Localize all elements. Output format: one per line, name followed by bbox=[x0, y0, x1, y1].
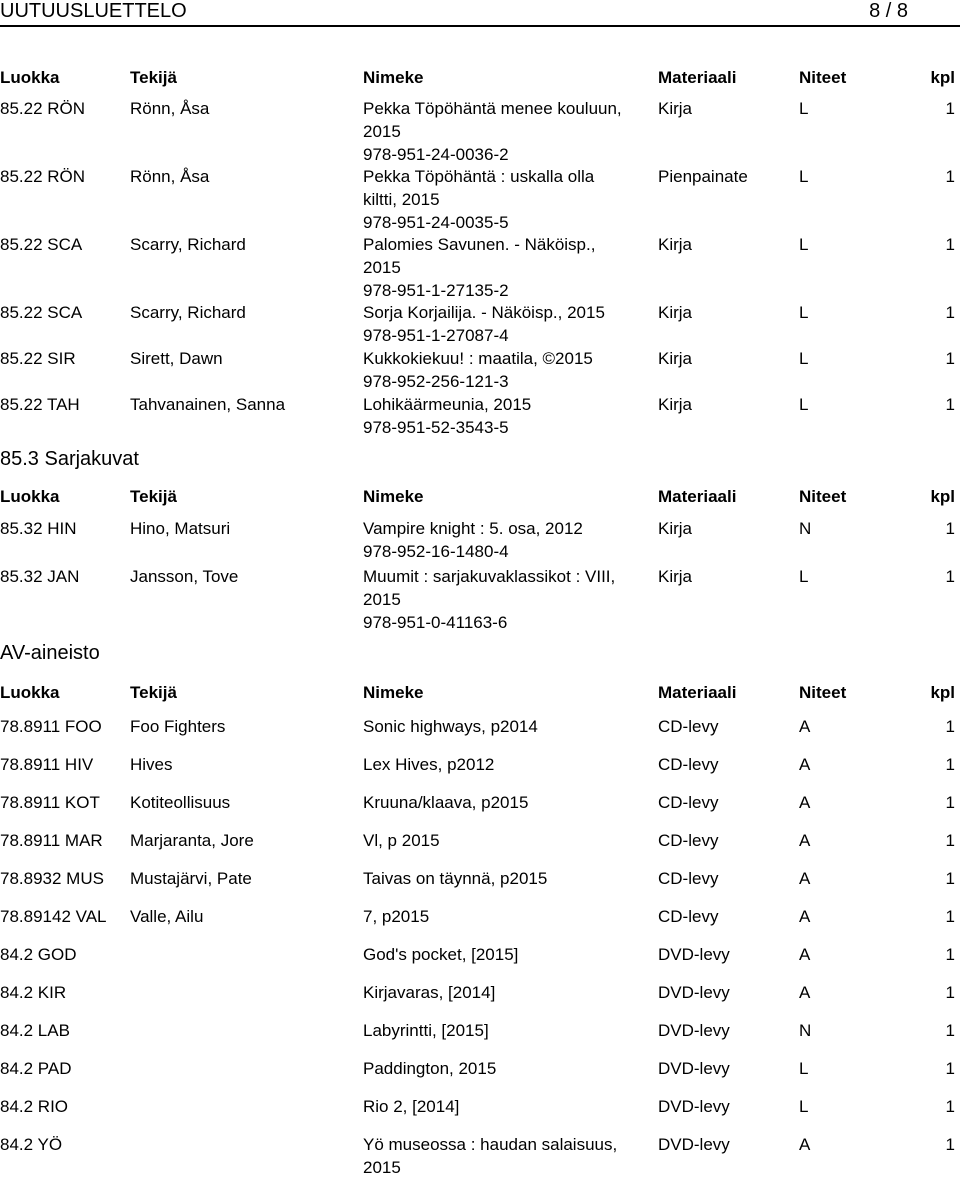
row-title-line: Pekka Töpöhäntä : uskalla olla bbox=[363, 167, 595, 186]
row-material: DVD-levy bbox=[658, 1021, 730, 1040]
row-author: Jansson, Tove bbox=[130, 567, 239, 586]
row-class: 84.2 GOD bbox=[0, 945, 77, 964]
row-author: Kotiteollisuus bbox=[130, 793, 231, 812]
row-material: CD-levy bbox=[658, 755, 719, 774]
row-title-line: 2015 bbox=[363, 1158, 401, 1177]
row-title-line: God's pocket, [2015] bbox=[363, 945, 519, 964]
column-header-title: Nimeke bbox=[363, 487, 424, 506]
row-author: Valle, Ailu bbox=[130, 907, 204, 926]
row-title-line: Rio 2, [2014] bbox=[363, 1097, 460, 1116]
row-count: 1 bbox=[945, 717, 955, 736]
column-header-volume: Niteet bbox=[799, 683, 847, 702]
row-class: 78.89142 VAL bbox=[0, 907, 107, 926]
row-volume: L bbox=[799, 1097, 809, 1116]
row-count: 1 bbox=[945, 793, 955, 812]
row-material: CD-levy bbox=[658, 717, 719, 736]
column-header-class: Luokka bbox=[0, 683, 60, 702]
row-material: Kirja bbox=[658, 303, 693, 322]
row-volume: N bbox=[799, 1021, 812, 1040]
column-header-row bbox=[0, 683, 960, 703]
column-header-title: Nimeke bbox=[363, 68, 424, 87]
row-author: Mustajärvi, Pate bbox=[130, 869, 252, 888]
row-count: 1 bbox=[945, 983, 955, 1002]
row-count: 1 bbox=[945, 395, 955, 414]
row-author: Hives bbox=[130, 755, 173, 774]
row-material: Kirja bbox=[658, 395, 693, 414]
row-title-line: 7, p2015 bbox=[363, 907, 430, 926]
row-class: 78.8911 HIV bbox=[0, 755, 94, 774]
row-volume: N bbox=[799, 519, 812, 538]
row-class: 78.8932 MUS bbox=[0, 869, 104, 888]
row-class: 78.8911 MAR bbox=[0, 831, 103, 850]
row-count: 1 bbox=[945, 1059, 955, 1078]
document-title: UUTUUSLUETTELO bbox=[0, 0, 187, 22]
row-title bbox=[363, 1019, 655, 1042]
row-material: DVD-levy bbox=[658, 983, 730, 1002]
row-material: Kirja bbox=[658, 349, 693, 368]
row-count: 1 bbox=[945, 519, 955, 538]
row-class: 84.2 PAD bbox=[0, 1059, 72, 1078]
row-title bbox=[363, 1095, 655, 1118]
row-author: Scarry, Richard bbox=[130, 303, 246, 322]
row-title-line: Labyrintti, [2015] bbox=[363, 1021, 489, 1040]
row-volume: L bbox=[799, 235, 809, 254]
row-title-line: Lex Hives, p2012 bbox=[363, 755, 495, 774]
row-author: Tahvanainen, Sanna bbox=[130, 395, 286, 414]
row-count: 1 bbox=[945, 907, 955, 926]
row-class: 84.2 LAB bbox=[0, 1021, 70, 1040]
row-class: 85.22 TAH bbox=[0, 395, 80, 414]
row-title-line: 978-951-52-3543-5 bbox=[363, 418, 509, 437]
row-title-line: Muumit : sarjakuvaklassikot : VIII, bbox=[363, 567, 616, 586]
row-volume: L bbox=[799, 99, 809, 118]
row-volume: A bbox=[799, 1135, 811, 1154]
row-title-line: Paddington, 2015 bbox=[363, 1059, 497, 1078]
row-title bbox=[363, 753, 655, 776]
row-material: Kirja bbox=[658, 567, 693, 586]
row-count: 1 bbox=[945, 869, 955, 888]
row-title bbox=[363, 97, 655, 166]
row-material: CD-levy bbox=[658, 869, 719, 888]
column-header-count: kpl bbox=[930, 487, 955, 506]
row-title-line: Lohikäärmeunia, 2015 bbox=[363, 395, 532, 414]
row-class: 85.22 SCA bbox=[0, 303, 83, 322]
row-title-line: Sonic highways, p2014 bbox=[363, 717, 538, 736]
row-material: DVD-levy bbox=[658, 945, 730, 964]
row-class: 78.8911 FOO bbox=[0, 717, 102, 736]
row-title-line: 2015 bbox=[363, 122, 401, 141]
row-count: 1 bbox=[945, 1021, 955, 1040]
column-header-row bbox=[0, 487, 960, 507]
row-title bbox=[363, 301, 655, 347]
row-title-line: 978-951-24-0036-2 bbox=[363, 145, 509, 164]
row-title-line: Sorja Korjailija. - Näköisp., 2015 bbox=[363, 303, 605, 322]
row-count: 1 bbox=[945, 1097, 955, 1116]
section-heading: 85.3 Sarjakuvat bbox=[0, 448, 139, 470]
column-header-material: Materiaali bbox=[658, 68, 737, 87]
row-class: 84.2 YÖ bbox=[0, 1135, 63, 1154]
column-header-author: Tekijä bbox=[130, 68, 177, 87]
row-title bbox=[363, 905, 655, 928]
row-title-line: 2015 bbox=[363, 590, 401, 609]
row-count: 1 bbox=[945, 1135, 955, 1154]
row-material: Kirja bbox=[658, 519, 693, 538]
row-class: 85.32 JAN bbox=[0, 567, 80, 586]
row-title-line: Kirjavaras, [2014] bbox=[363, 983, 496, 1002]
row-count: 1 bbox=[945, 303, 955, 322]
row-author: Rönn, Åsa bbox=[130, 99, 210, 118]
row-author: Sirett, Dawn bbox=[130, 349, 223, 368]
row-class: 78.8911 KOT bbox=[0, 793, 100, 812]
row-title-line: 978-952-16-1480-4 bbox=[363, 542, 509, 561]
row-volume: A bbox=[799, 983, 811, 1002]
column-header-author: Tekijä bbox=[130, 487, 177, 506]
row-count: 1 bbox=[945, 945, 955, 964]
row-author: Rönn, Åsa bbox=[130, 167, 210, 186]
row-volume: A bbox=[799, 907, 811, 926]
row-count: 1 bbox=[945, 99, 955, 118]
column-header-class: Luokka bbox=[0, 68, 60, 87]
column-header-material: Materiaali bbox=[658, 683, 737, 702]
row-title bbox=[363, 829, 655, 852]
row-author: Scarry, Richard bbox=[130, 235, 246, 254]
page-header bbox=[0, 0, 960, 22]
row-volume: L bbox=[799, 349, 809, 368]
row-title-line: Pekka Töpöhäntä menee kouluun, bbox=[363, 99, 622, 118]
row-title bbox=[363, 393, 655, 439]
column-header-author: Tekijä bbox=[130, 683, 177, 702]
row-class: 84.2 RIO bbox=[0, 1097, 69, 1116]
row-title-line: 978-951-1-27087-4 bbox=[363, 326, 509, 345]
row-title bbox=[363, 867, 655, 890]
section-heading: AV-aineisto bbox=[0, 642, 100, 664]
row-volume: L bbox=[799, 303, 809, 322]
row-class: 85.32 HIN bbox=[0, 519, 77, 538]
row-material: Kirja bbox=[658, 99, 693, 118]
row-title-line: Kruuna/klaava, p2015 bbox=[363, 793, 529, 812]
row-title bbox=[363, 1057, 655, 1080]
row-title bbox=[363, 347, 655, 393]
row-title bbox=[363, 1133, 655, 1179]
row-title bbox=[363, 165, 655, 234]
row-title-line: Vl, p 2015 bbox=[363, 831, 440, 850]
row-author: Hino, Matsuri bbox=[130, 519, 231, 538]
row-count: 1 bbox=[945, 831, 955, 850]
row-volume: A bbox=[799, 831, 811, 850]
row-material: CD-levy bbox=[658, 793, 719, 812]
column-header-count: kpl bbox=[930, 683, 955, 702]
row-author: Foo Fighters bbox=[130, 717, 226, 736]
row-volume: A bbox=[799, 755, 811, 774]
row-title-line: Palomies Savunen. - Näköisp., bbox=[363, 235, 596, 254]
row-count: 1 bbox=[945, 755, 955, 774]
row-count: 1 bbox=[945, 349, 955, 368]
row-volume: A bbox=[799, 869, 811, 888]
row-volume: L bbox=[799, 1059, 809, 1078]
row-volume: L bbox=[799, 167, 809, 186]
row-material: DVD-levy bbox=[658, 1135, 730, 1154]
row-title-line: 978-951-1-27135-2 bbox=[363, 281, 509, 300]
row-title-line: Kukkokiekuu! : maatila, ©2015 bbox=[363, 349, 593, 368]
row-title-line: kiltti, 2015 bbox=[363, 190, 440, 209]
row-class: 84.2 KIR bbox=[0, 983, 67, 1002]
row-title bbox=[363, 233, 655, 302]
row-title-line: 978-951-24-0035-5 bbox=[363, 213, 509, 232]
row-material: CD-levy bbox=[658, 831, 719, 850]
row-material: CD-levy bbox=[658, 907, 719, 926]
row-count: 1 bbox=[945, 567, 955, 586]
row-material: DVD-levy bbox=[658, 1097, 730, 1116]
row-volume: A bbox=[799, 945, 811, 964]
column-header-volume: Niteet bbox=[799, 487, 847, 506]
row-title bbox=[363, 791, 655, 814]
row-author: Marjaranta, Jore bbox=[130, 831, 254, 850]
row-volume: L bbox=[799, 395, 809, 414]
row-title-line: Vampire knight : 5. osa, 2012 bbox=[363, 519, 583, 538]
column-header-volume: Niteet bbox=[799, 68, 847, 87]
row-count: 1 bbox=[945, 235, 955, 254]
row-volume: A bbox=[799, 717, 811, 736]
row-material: Kirja bbox=[658, 235, 693, 254]
header-rule bbox=[0, 25, 960, 27]
row-material: Pienpainate bbox=[658, 167, 748, 186]
row-title-line: Yö museossa : haudan salaisuus, bbox=[363, 1135, 618, 1154]
row-class: 85.22 RÖN bbox=[0, 99, 86, 118]
row-title bbox=[363, 517, 655, 563]
row-title bbox=[363, 565, 655, 634]
row-class: 85.22 SCA bbox=[0, 235, 83, 254]
row-title-line: Taivas on täynnä, p2015 bbox=[363, 869, 548, 888]
row-class: 85.22 RÖN bbox=[0, 167, 86, 186]
column-header-class: Luokka bbox=[0, 487, 60, 506]
row-title bbox=[363, 981, 655, 1004]
row-title-line: 2015 bbox=[363, 258, 401, 277]
column-header-title: Nimeke bbox=[363, 683, 424, 702]
row-count: 1 bbox=[945, 167, 955, 186]
row-class: 85.22 SIR bbox=[0, 349, 76, 368]
column-header-material: Materiaali bbox=[658, 487, 737, 506]
row-title-line: 978-951-0-41163-6 bbox=[363, 613, 508, 632]
column-header-count: kpl bbox=[930, 68, 955, 87]
page-number: 8 / 8 bbox=[869, 0, 908, 22]
row-volume: L bbox=[799, 567, 809, 586]
row-title bbox=[363, 715, 655, 738]
row-title-line: 978-952-256-121-3 bbox=[363, 372, 509, 391]
row-title bbox=[363, 943, 655, 966]
column-header-row bbox=[0, 68, 960, 88]
row-material: DVD-levy bbox=[658, 1059, 730, 1078]
row-volume: A bbox=[799, 793, 811, 812]
